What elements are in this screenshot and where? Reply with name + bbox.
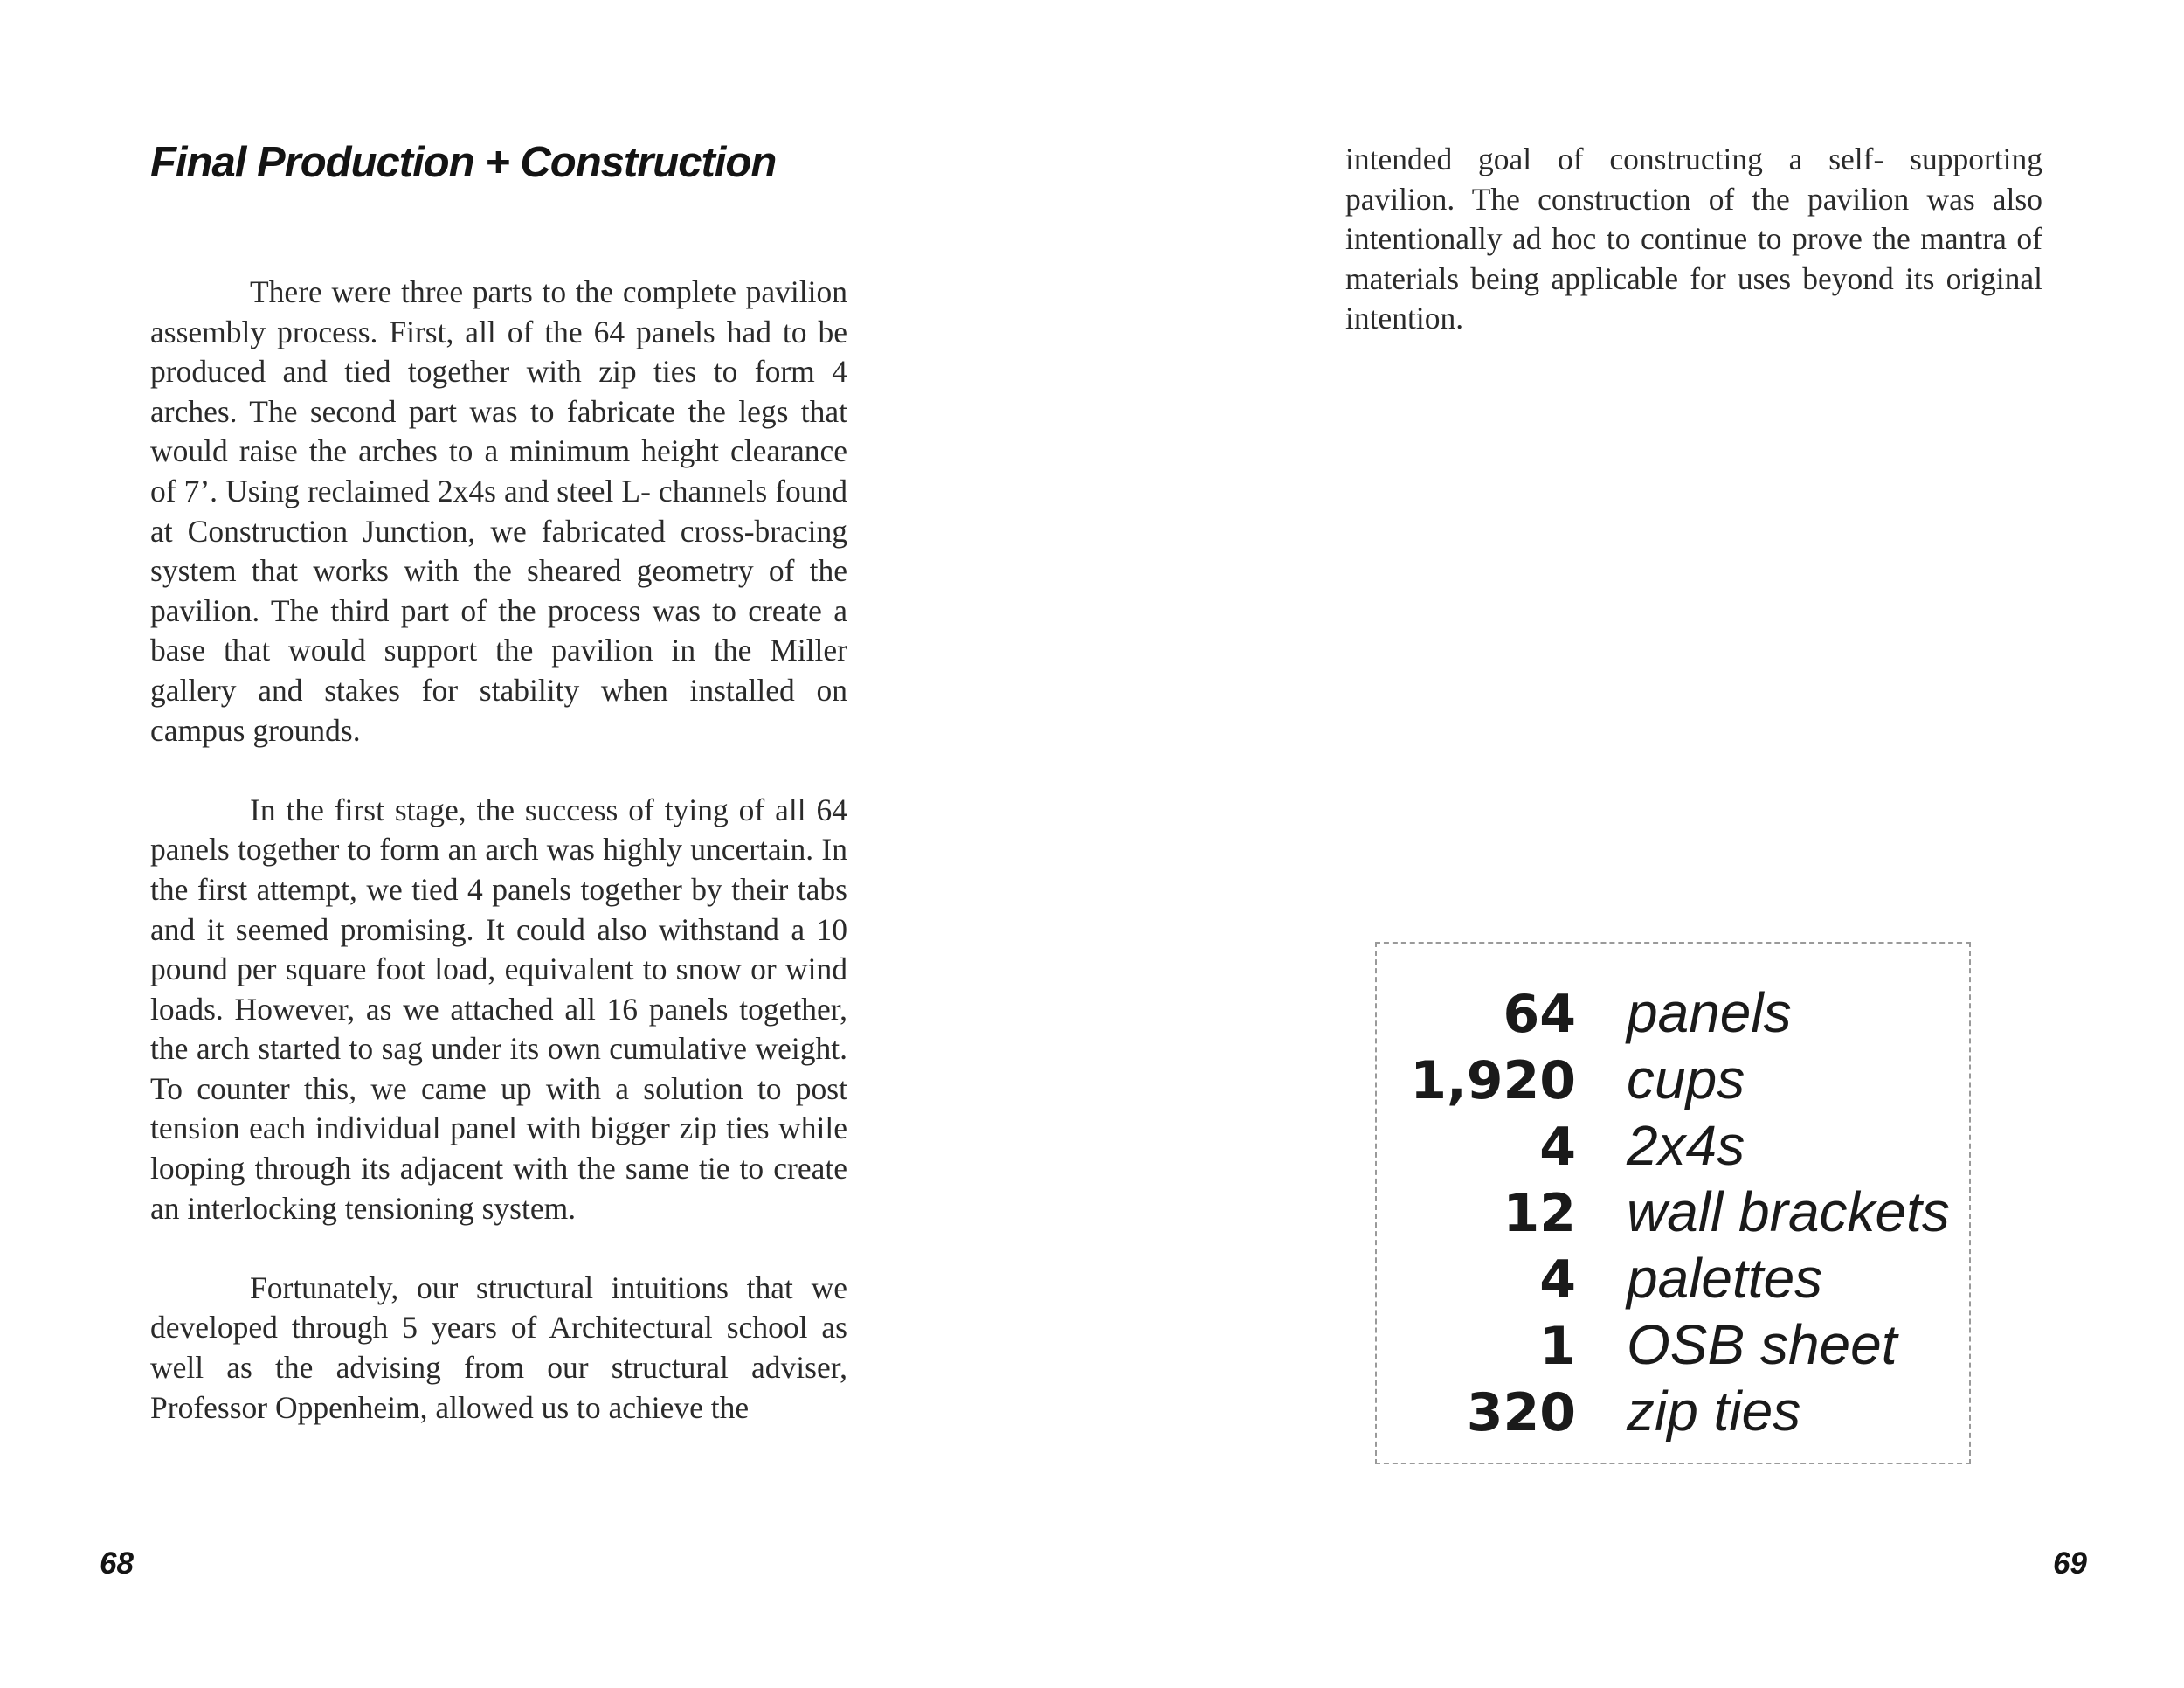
material-name: 2x4s xyxy=(1627,1114,1745,1177)
material-quantity: 4 xyxy=(1539,1117,1576,1178)
material-quantity: 64 xyxy=(1503,984,1576,1045)
materials-list-box xyxy=(1375,942,1971,1464)
material-row xyxy=(1377,1180,1969,1246)
material-row xyxy=(1377,1246,1969,1312)
material-quantity: 1 xyxy=(1539,1316,1576,1377)
body-paragraph: intended goal of constructing a self- supporting pavilion. The construction of the pavilion was also intentionally ad hoc to continue to prove the mantra of materials being applicable for uses beyond its original intention. xyxy=(1345,142,2042,336)
material-name: wall brackets xyxy=(1627,1180,1950,1243)
material-row xyxy=(1377,1379,1969,1445)
material-name: OSB sheet xyxy=(1627,1313,1897,1376)
left-body-text xyxy=(150,273,847,1428)
body-paragraph: In the first stage, the success of tying of all 64 panels together to form an arch was highly uncertain. In the first attempt, we tied 4 panels together by their tabs and it seemed promising. It could also withstand a 10 pound per square foot load, equivalent to snow or wind loads. However, as we attached all 16 panels together, the arch started to sag under its own cumulative weight. To counter this, we came up with a solution to post tension each individual panel with bigger zip ties while looping through its adjacent with the same tie to create an interlocking tensioning system. xyxy=(150,792,847,1226)
body-paragraph: Fortunately, our structural intuitions that we developed through 5 years of Architectural school as well as the advising from our structural adviser, Professor Oppenheim, allowed us to achieve the xyxy=(150,1269,847,1425)
material-quantity: 4 xyxy=(1539,1249,1576,1311)
materials-list xyxy=(1377,980,1969,1445)
material-row xyxy=(1377,1047,1969,1113)
body-paragraph: There were three parts to the complete pavilion assembly process. First, all of the 64 panels had to be produced and tied together with zip ties to form 4 arches. The second part was to fabricate the legs that would raise the arches to a minimum height clearance of 7’. Using reclaimed 2x4s and steel L- channels found at Construction Junction, we fabricated cross-bracing system that works with the sheared geometry of the pavilion. The third part of the process was to create a base that would support the pavilion in the Miller gallery and stakes for stability when installed on campus grounds. xyxy=(150,274,847,748)
material-name: cups xyxy=(1627,1048,1745,1110)
right-page xyxy=(1092,0,2184,1688)
material-quantity: 320 xyxy=(1466,1382,1576,1443)
section-heading: Final Production + Construction xyxy=(150,139,777,186)
material-quantity: 1,920 xyxy=(1410,1050,1576,1111)
material-row xyxy=(1377,980,1969,1047)
material-name: palettes xyxy=(1627,1247,1823,1310)
page-number: 69 xyxy=(2053,1546,2087,1581)
material-name: panels xyxy=(1627,981,1792,1044)
material-row xyxy=(1377,1113,1969,1180)
material-quantity: 12 xyxy=(1503,1183,1576,1244)
page-number: 68 xyxy=(100,1546,134,1581)
material-row xyxy=(1377,1312,1969,1379)
right-body-text xyxy=(1345,140,2042,339)
material-name: zip ties xyxy=(1627,1380,1801,1442)
